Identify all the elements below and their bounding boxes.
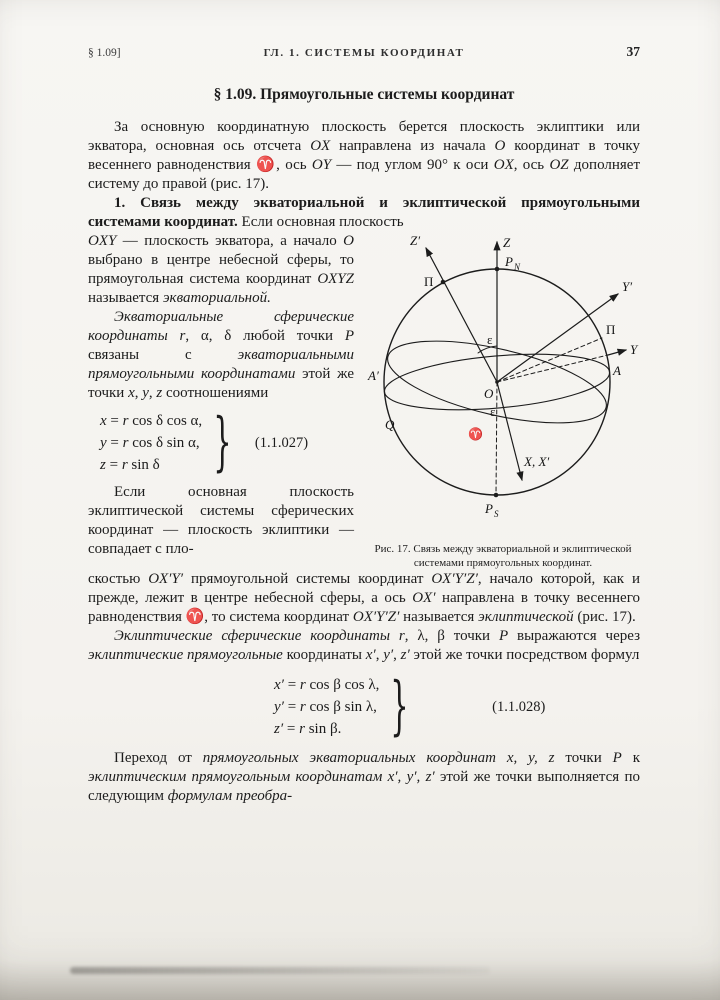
label-pi-left: Π: [424, 274, 434, 289]
label-y-prime-axis: Y′: [622, 279, 633, 294]
label-y-axis: Y: [630, 342, 638, 357]
label-epsilon-top: ε: [487, 332, 493, 347]
equation-lines: [100, 410, 202, 476]
y-prime-axis: [497, 294, 618, 382]
paragraph-ecliptic-start: Если основная плоскость эклиптической системы сферических координат — плоскость эклиптики — совпадает с пло-: [88, 484, 354, 557]
scan-artifact: [70, 967, 490, 974]
z-prime-axis: [426, 248, 497, 382]
paragraph-equatorial-coords: Экваториальные сферические координаты r, α, δ любой точки P связаны с экваториальными прямоугольными координатами этой же точки x, y, z соотношениями: [88, 309, 354, 401]
equation-number: (1.1.028): [492, 698, 546, 715]
text-figure-row: [88, 232, 640, 570]
equation-line: x = r cos δ cos α,: [100, 413, 203, 429]
running-header: [88, 44, 640, 60]
left-text-column: [88, 232, 354, 570]
label-vernal-equinox: ♈: [468, 427, 483, 441]
equation-line: z = r sin δ: [100, 457, 160, 473]
y-axis-arrow: [608, 350, 626, 355]
equation-line: x′ = r cos β cos λ,: [274, 677, 380, 693]
label-north-pole-sub: N: [514, 262, 521, 272]
equation-line: z′ = r sin β.: [274, 721, 342, 737]
running-section: § 1.09]: [88, 47, 121, 59]
polar-axis-lower: [496, 382, 497, 494]
paragraph-ecliptic-cont: скостью OX′Y′ прямоугольной системы координат OX′Y′Z′, начало которой, как и прежде, лежит в центре небесной сферы, а ось OX′ направлена в точку весеннего равноденствия ♈, то система координат OX′Y′Z′ называется эклиптической (рис. 17).: [88, 571, 640, 625]
paragraph-transition: Переход от прямоугольных экваториальных координат x, y, z точки P к эклиптическим прямоугольным координатам x′, y′, z′ этой же точки выполняется по следующим формулам преобра-: [88, 750, 641, 804]
point-ecliptic-pole: [441, 280, 446, 285]
paragraph-subsection-lead: 1. Связь между экваториальной и эклиптической прямоугольными системами координат. Если основная плоскость: [88, 195, 640, 230]
running-title: ГЛ. 1. СИСТЕМЫ КООРДИНАТ: [263, 47, 465, 59]
point-south-pole: [494, 493, 499, 498]
equation-brace: }: [213, 405, 232, 480]
figure-column: [362, 232, 644, 570]
label-epsilon-bottom: ε: [490, 404, 496, 419]
label-origin: O: [484, 386, 494, 401]
label-z-axis: Z: [503, 235, 511, 250]
label-point-a: A: [613, 363, 621, 378]
x-axis: [497, 382, 522, 480]
figure-17-celestial-sphere: [362, 232, 644, 530]
paragraph-intro: За основную координатную плоскость берется плоскость эклиптики или экватора, основная ось отсчета OX направлена из начала O координат в точку весеннего равноденствия ♈, ось OY — под углом 90° к оси OX, ось OZ дополняет систему до правой (рис. 17).: [88, 119, 640, 192]
page-number: 37: [626, 44, 640, 59]
label-south-pole: P: [485, 501, 493, 516]
equation-lines: [274, 674, 379, 740]
equation-line: y = r cos δ sin α,: [100, 435, 200, 451]
label-z-prime-axis: Z′: [410, 233, 421, 248]
label-point-a-prime: A′: [368, 368, 379, 383]
equation-line: y′ = r cos β sin λ,: [274, 699, 377, 715]
paragraph-ecliptic-coords: Эклиптические сферические координаты r, λ, β точки P выражаются через эклиптические прямоугольные координаты x′, y′, z′ этой же точки посредством формул: [88, 628, 640, 663]
page-content: [88, 44, 640, 806]
label-north-pole: P: [505, 254, 513, 269]
section-title: § 1.09. Прямоугольные системы координат: [213, 86, 515, 103]
label-x-axis: X, X′: [524, 454, 550, 469]
figure-caption: Рис. 17. Связь между экваториальной и эклиптической системами прямоугольных координат.: [374, 543, 632, 569]
equation-block-1-027: [100, 405, 354, 480]
equation-brace: }: [390, 669, 409, 744]
paragraph-subsection-cont: OXY — плоскость экватора, а начало O выбрано в центре небесной сферы, то прямоугольная система координат OXYZ называется экваториальной.: [88, 233, 354, 306]
equation-block-1-028: [274, 669, 640, 744]
equation-number: (1.1.027): [254, 434, 309, 451]
label-point-q: Q: [385, 417, 395, 432]
point-origin: [495, 380, 499, 384]
label-pi-right: Π: [606, 322, 616, 337]
point-north-pole: [495, 267, 500, 272]
label-south-pole-sub: S: [494, 509, 499, 519]
